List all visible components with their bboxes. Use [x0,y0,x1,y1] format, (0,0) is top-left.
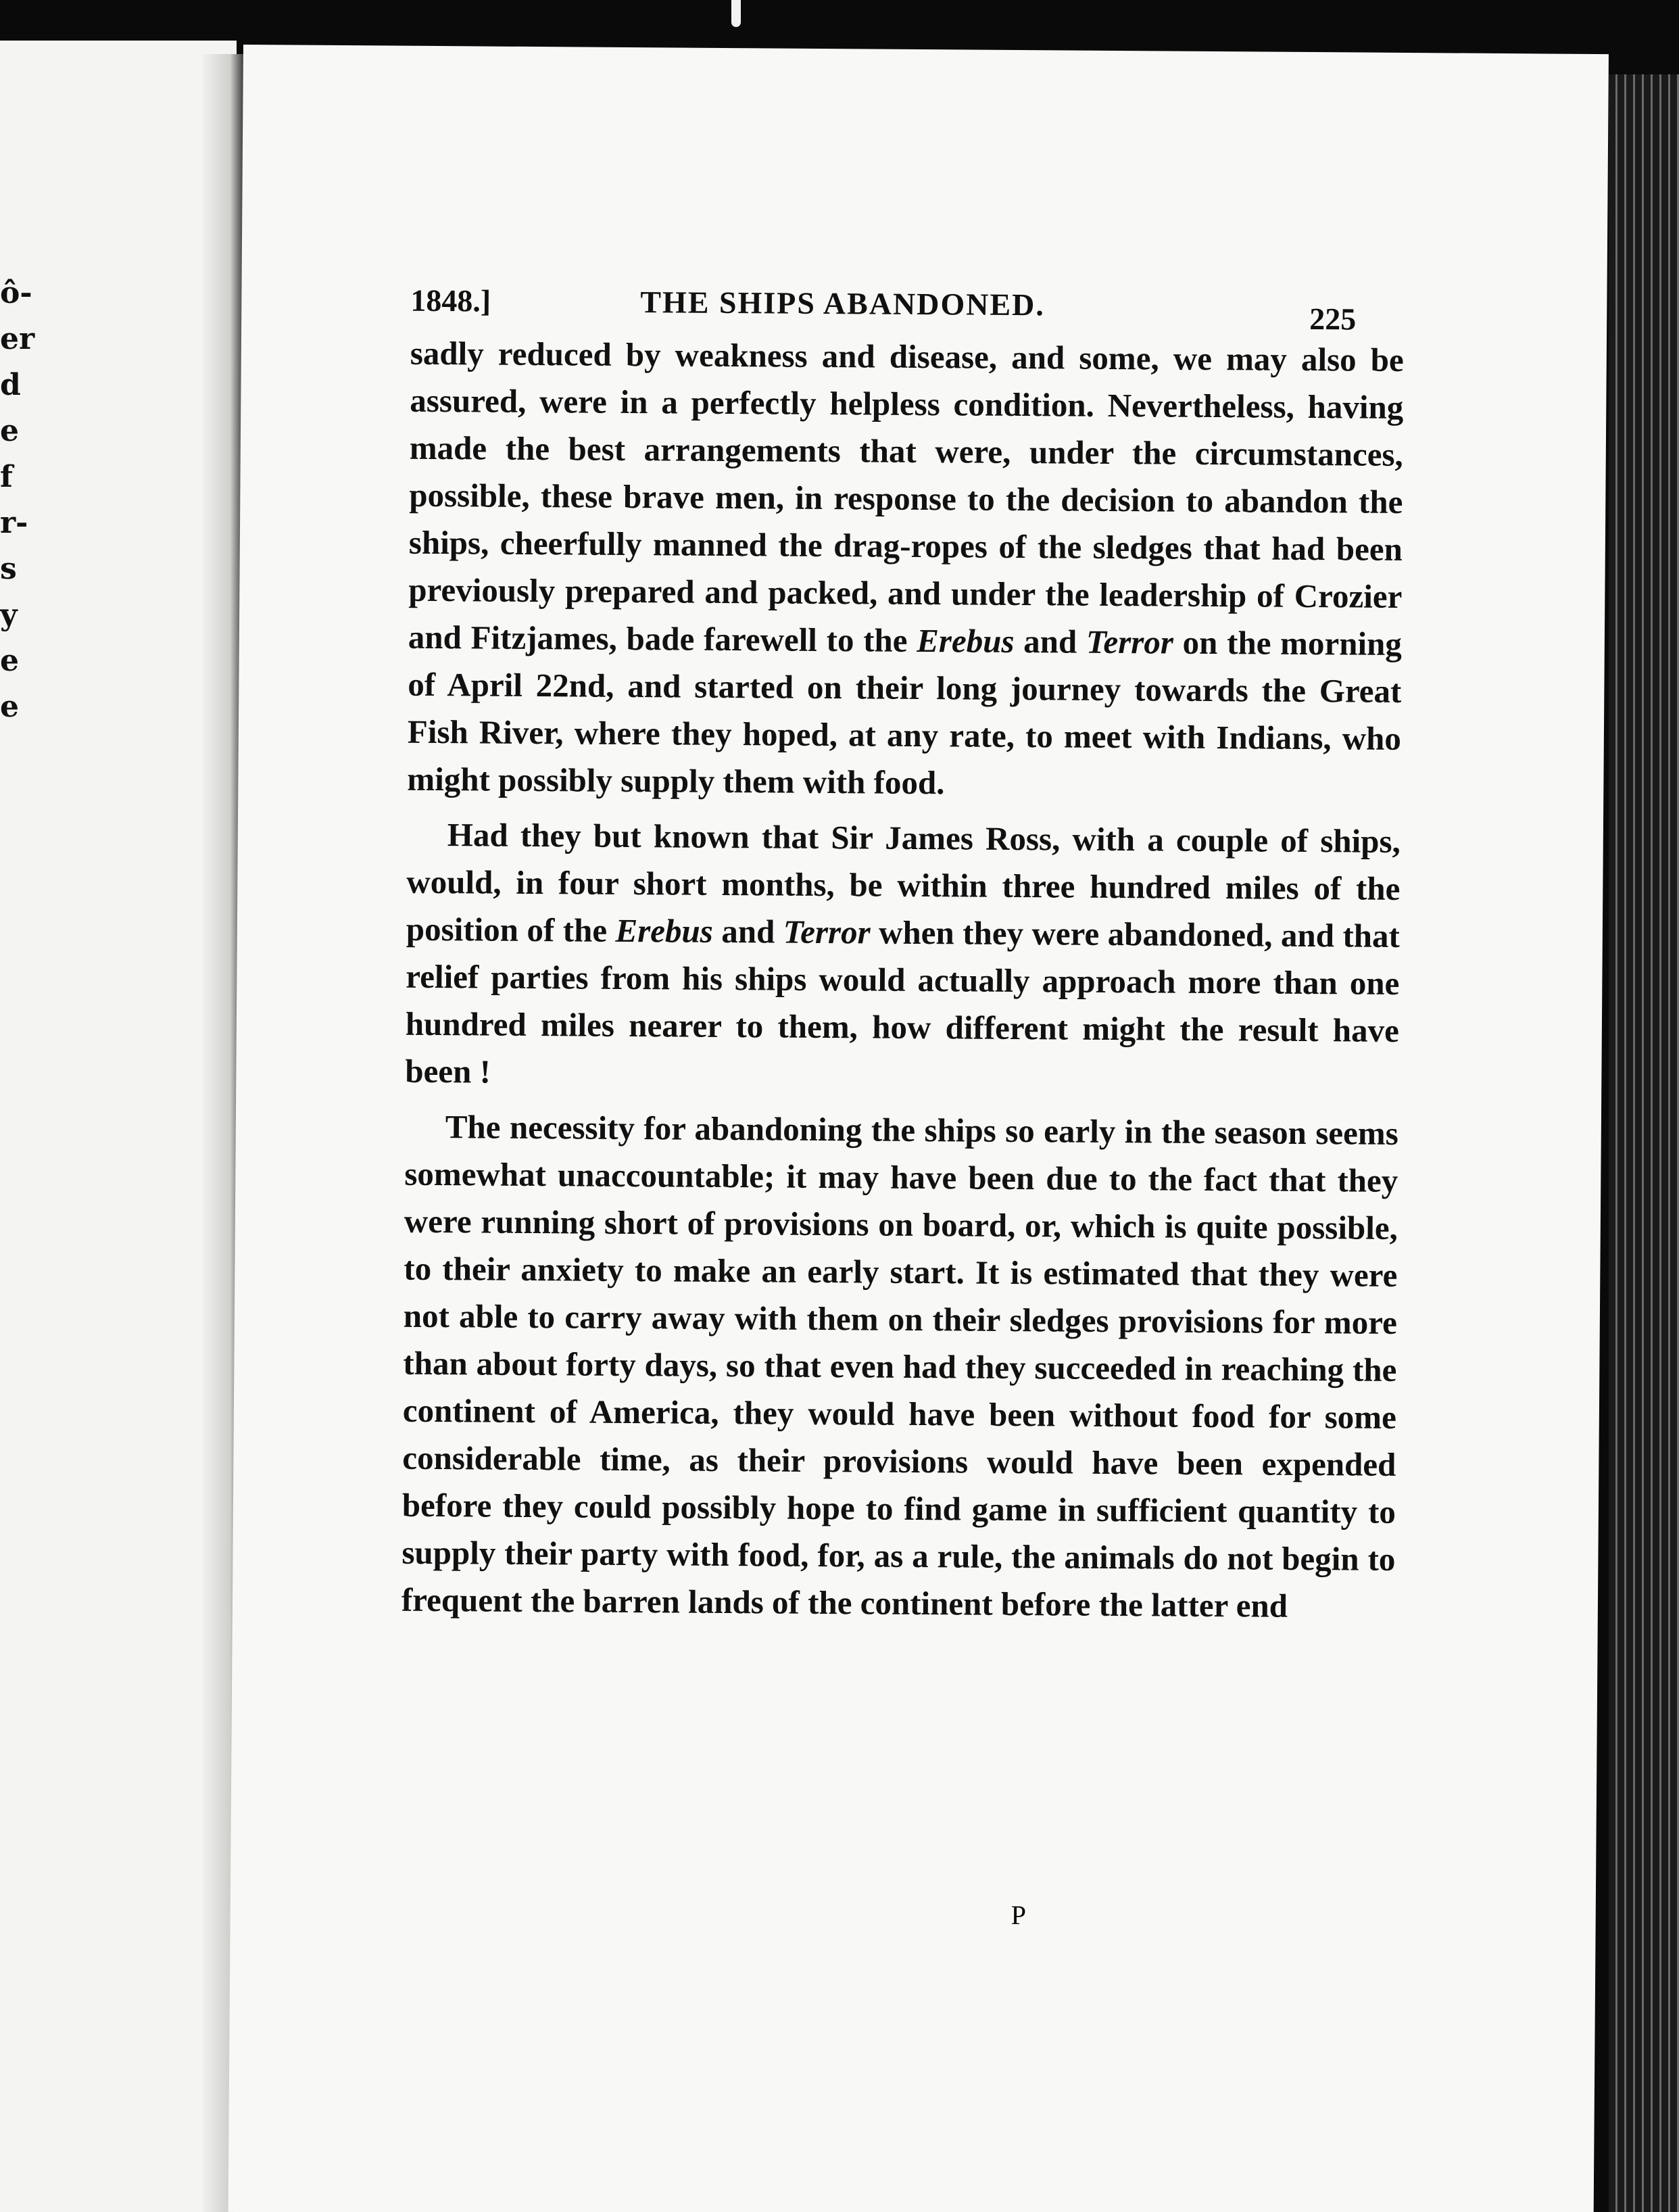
margin-fragment: r- [0,506,28,540]
signature-mark: P [1011,1899,1027,1931]
text-run: The necessity for abandoning the ships so early in the season seems somewhat unaccountable; it may have been due to the fact that they were running short of provisions on board, or, which is quite possible, to their anxiety to make an early start. It is estimated that they were not able to carry away with them on their sledges provisions for more than about forty days, so that even had they succeeded in reaching the continent of America, they would have been without food for some considerable time, as their provisions would have been expended before they could possibly hope to find game in sufficient quantity to supply their party with food, for, as a rule, the animals do not begin to frequent the barren lands of the continent before the latter end [401,1108,1398,1625]
paragraph-3 [402,1103,1398,1631]
right-page [228,45,1609,2212]
text-run: Had they but known that Sir James Ross, with a couple of ships, would, in four short months, be within three hundred miles of the position of the [406,816,1401,949]
running-head [410,256,1405,337]
text-run: and [1014,622,1087,660]
scan-clip-mark [731,0,741,27]
paragraph-1 [407,330,1404,810]
page-edges [1609,74,1679,2212]
text-run: when they were abandoned, and that relief parties from his ships would actually approach more than one hundred miles nearer to them, how different might the result have been ! [405,913,1401,1090]
italic-run: Erebus [917,621,1015,660]
italic-run: Terror [783,913,871,951]
page-text-block [402,256,1405,1631]
page-number: 225 [1309,302,1357,337]
italic-run: Erebus [615,911,714,950]
margin-fragment: e [0,690,19,724]
margin-fragment: e [0,644,19,678]
left-facing-page [0,41,237,2212]
margin-fragment: er [0,322,35,356]
text-run: on the morning of April 22nd, and started on their long journey towards the Great Fish River, where they hoped, at any rate, to meet with Indians, who might possibly supply them with food. [407,623,1403,802]
running-head-title: THE SHIPS ABANDONED. [640,285,1046,322]
margin-fragment: e [0,414,19,448]
margin-fragment: ô- [0,276,32,310]
margin-fragment: s [0,552,17,586]
running-head-year: 1848.] [410,283,491,318]
margin-fragment: y [0,598,18,632]
text-run: and [712,912,783,951]
margin-fragment: f [0,460,13,494]
text-run: sadly reduced by weakness and disease, and some, we may also be assured, were in a perfectly helpless condition. Nevertheless, having made the best arrangements that were, under the circumstances, possible, these brave men, in response to the decision to abandon the ships, cheerfully manned the drag-ropes of the sledges that had been previously prepared and packed, and under the leadership of Crozier and Fitzjames, bade farewell to the [408,334,1404,659]
left-page-margin-fragments [0,270,41,730]
margin-fragment: d [0,368,21,402]
italic-run: Terror [1086,623,1174,661]
paragraph-2 [405,811,1401,1102]
